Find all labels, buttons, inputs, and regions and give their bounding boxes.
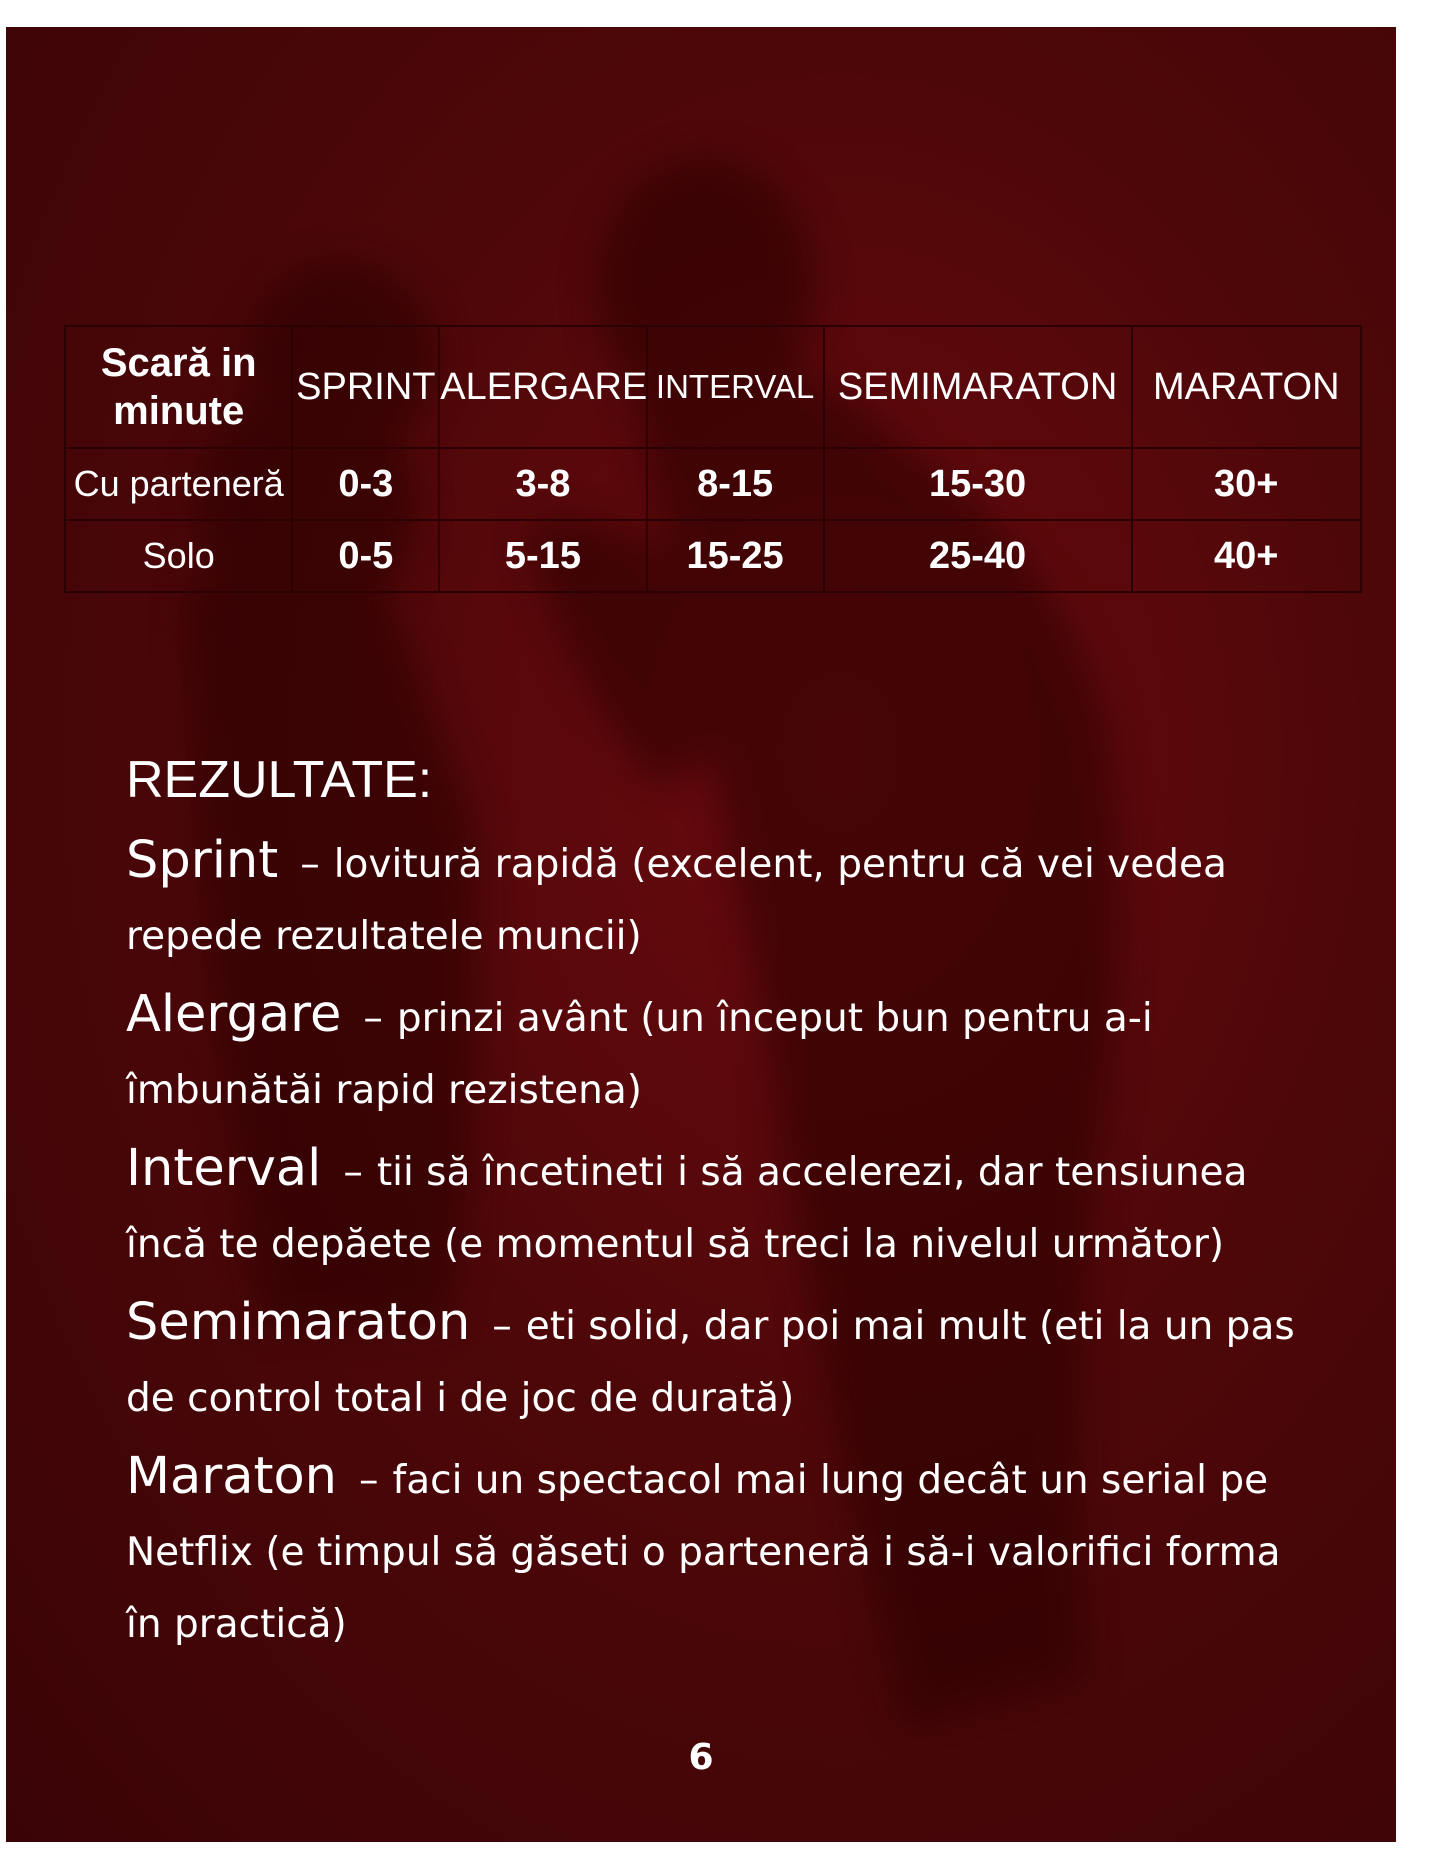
cell-partner-sprint: 0-3 <box>292 448 439 520</box>
header-sprint: SPRINT <box>292 326 439 448</box>
cell-solo-semimaraton: 25-40 <box>824 520 1132 592</box>
result-dash: – <box>492 1304 512 1349</box>
result-item-maraton <box>126 1441 1306 1661</box>
header-maraton: MARATON <box>1132 326 1361 448</box>
result-term: Maraton <box>126 1447 337 1506</box>
header-interval: INTERVAL <box>647 326 824 448</box>
result-term: Semimaraton <box>126 1293 471 1352</box>
table-row-solo <box>65 520 1361 592</box>
cell-solo-sprint: 0-5 <box>292 520 439 592</box>
result-item-alergare <box>126 979 1306 1127</box>
row-label-partner: Cu parteneră <box>65 448 292 520</box>
header-scale-label: Scară in minute <box>65 326 292 448</box>
table-row-partner <box>65 448 1361 520</box>
result-item-interval <box>126 1133 1306 1281</box>
header-semimaraton: SEMIMARATON <box>824 326 1132 448</box>
duration-scale-table <box>64 325 1362 593</box>
page-background <box>6 27 1396 1842</box>
result-term: Sprint <box>126 831 279 890</box>
cell-solo-maraton: 40+ <box>1132 520 1361 592</box>
page-number: 6 <box>688 1737 714 1778</box>
result-dash: – <box>359 1458 379 1503</box>
result-dash: – <box>363 996 383 1041</box>
result-dash: – <box>300 842 320 887</box>
cell-partner-alergare: 3-8 <box>439 448 646 520</box>
table-header-row <box>65 326 1361 448</box>
cell-partner-semimaraton: 15-30 <box>824 448 1132 520</box>
result-dash: – <box>343 1150 363 1195</box>
result-term: Alergare <box>126 985 342 1044</box>
results-section <box>126 745 1306 1667</box>
result-item-semimaraton <box>126 1287 1306 1435</box>
result-description: prinzi avânt (un început bun pentru a-i îmbunătăi rapid rezistena) <box>126 996 1153 1113</box>
cell-solo-alergare: 5-15 <box>439 520 646 592</box>
cell-partner-maraton: 30+ <box>1132 448 1361 520</box>
cell-partner-interval: 8-15 <box>647 448 824 520</box>
result-term: Interval <box>126 1139 322 1198</box>
result-description: lovitură rapidă (excelent, pentru că vei vedea repede rezultatele muncii) <box>126 842 1227 959</box>
result-item-sprint <box>126 825 1306 973</box>
result-description: faci un spectacol mai lung decât un serial pe Netflix (e timpul să găseti o parteneră i să-i valorifici forma în practică) <box>126 1458 1281 1647</box>
results-heading: REZULTATE: <box>126 751 433 809</box>
cell-solo-interval: 15-25 <box>647 520 824 592</box>
header-alergare: ALERGARE <box>439 326 646 448</box>
result-description: eti solid, dar poi mai mult (eti la un pas de control total i de joc de durată) <box>126 1304 1295 1421</box>
result-description: tii să încetineti i să accelerezi, dar tensiunea încă te depăete (e momentul să treci la nivelul următor) <box>126 1150 1248 1267</box>
row-label-solo: Solo <box>65 520 292 592</box>
